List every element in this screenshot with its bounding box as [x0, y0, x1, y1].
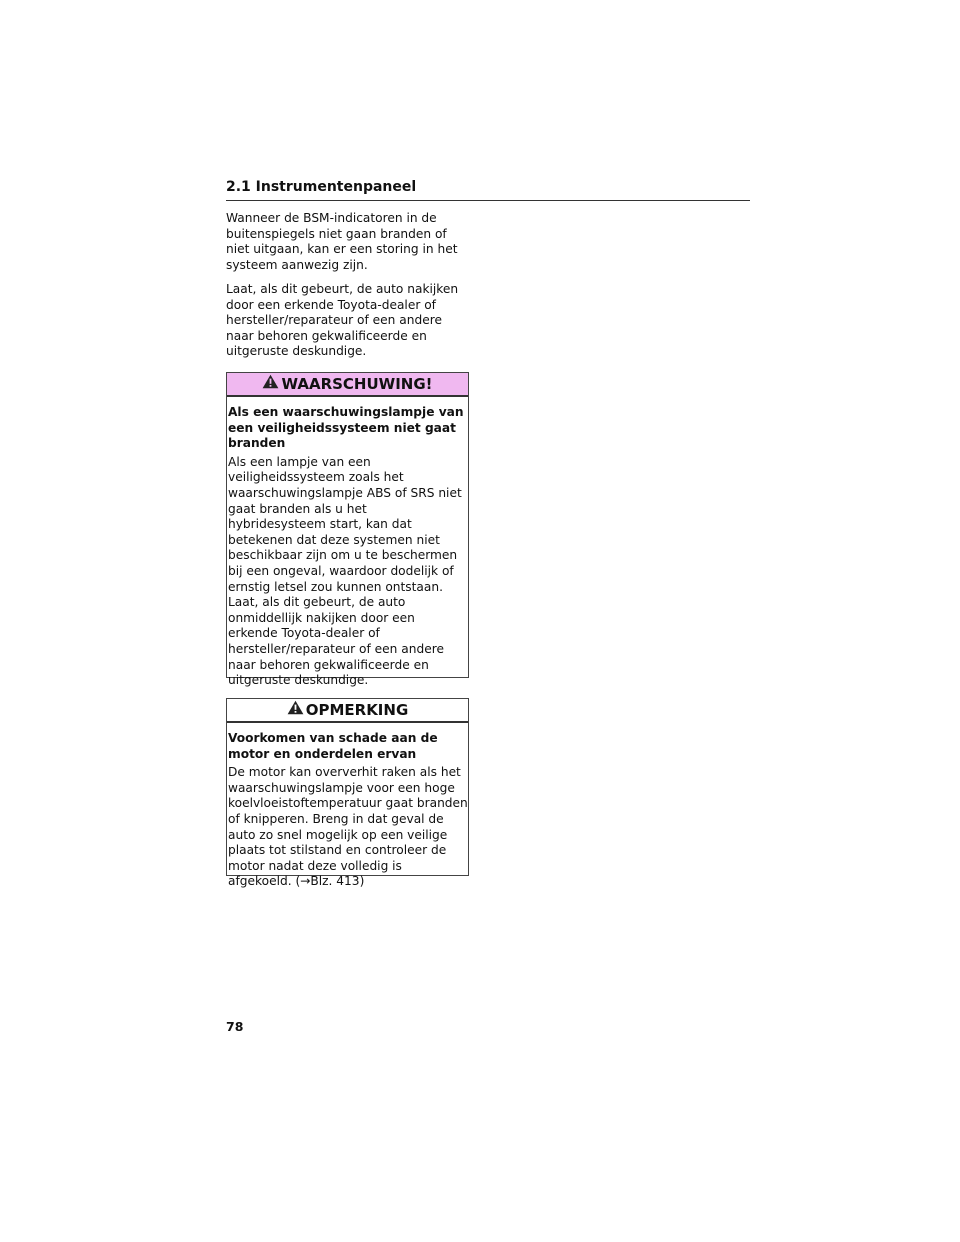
warning-triangle-icon — [262, 373, 279, 395]
section-header — [226, 178, 750, 201]
body-paragraph: Laat, als dit gebeurt, de auto nakijken door een erkende Toyota-dealer of hersteller/reparateur of een andere naar behoren gekwalificeerde en uitgeruste deskundige. — [226, 282, 459, 359]
notice-header — [227, 699, 468, 723]
notice-body — [227, 723, 468, 890]
notice-title: OPMERKING — [305, 701, 409, 719]
warning-box — [226, 372, 469, 688]
warning-subtitle: Als een waarschuwingslampje van een veiligheidssysteem niet gaat branden — [228, 405, 464, 451]
body-paragraph: Wanneer de BSM-indicatoren in de buitenspiegels niet gaan branden of niet uitgaan, kan er een storing in het systeem aanwezig zijn. — [226, 211, 458, 272]
warning-body — [227, 397, 468, 689]
page-number: 78 — [226, 1019, 244, 1034]
notice-subtitle: Voorkomen van schade aan de motor en onderdelen ervan — [228, 731, 438, 761]
notice-box — [226, 698, 469, 889]
warning-text: Als een lampje van een veiligheidssysteem zoals het waarschuwingslampje ABS of SRS niet gaat branden als u het hybridesysteem start, kan dat betekenen dat deze systemen niet beschikbaar zijn om u te beschermen bij een ongeval, waardoor dodelijk of ernstig letsel zou kunnen ontstaan. Laat, als dit gebeurt, de auto onmiddellijk nakijken door een erkende Toyota-dealer of hersteller/reparateur of een andere naar behoren gekwalificeerde en uitgeruste deskundige. — [228, 454, 462, 688]
warning-title: WAARSCHUWING! — [281, 375, 433, 393]
warning-header — [227, 373, 468, 397]
caution-triangle-icon — [287, 699, 304, 721]
notice-text: De motor kan oververhit raken als het waarschuwingslampje voor een hoge koelvloeistoftemperatuur gaat branden of knipperen. Breng in dat geval de auto zo snel mogelijk op een veilige plaats tot stilstand en controleer de motor nadat deze volledig is afgekoeld. (→Blz. 413) — [228, 765, 468, 889]
section-title: 2.1 Instrumentenpaneel — [226, 179, 417, 195]
